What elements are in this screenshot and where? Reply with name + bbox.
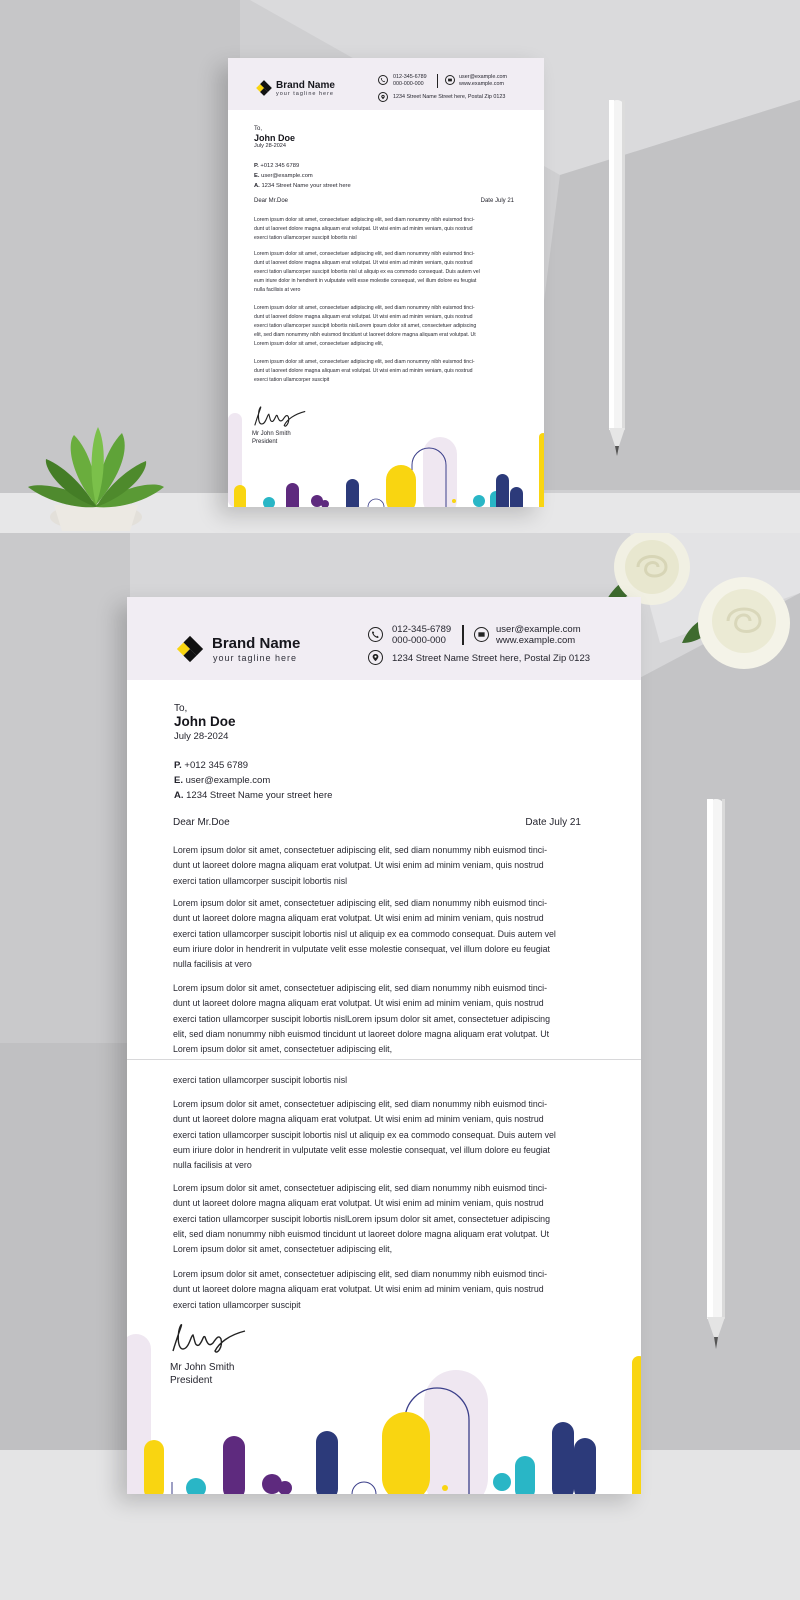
top-mockup-scene (0, 0, 800, 533)
paragraph: Lorem ipsum dolor sit amet, consectetuer adipiscing elit, sed diam nonummy nibh euismod tinci- dunt ut laoreet dolore magna aliquam erat volutpat. Ut wisi enim ad minim veniam, quis nostrud exerci tation ullamcorper suscipit lobortis nisl ut aliquip ex ea commodo consequat. Duis autem vel eum iriure dolor in hendrerit in vulputate velit esse molestie consequat, vel illum dolore eu feugiat nulla facilisis at vero (254, 251, 480, 293)
recipient-name: John Doe (254, 133, 296, 143)
paragraph: Lorem ipsum dolor sit amet, consectetuer adipiscing elit, sed diam nonummy nibh euismod tinci- dunt ut laoreet dolore magna aliquam erat volutpat. Ut wisi enim ad minim veniam, quis nostrud exerci tation ullamcorper suscipit lobortis nisl (254, 217, 475, 241)
letterhead-preview-small (228, 58, 544, 507)
brand-tagline: your tagline here (213, 653, 298, 663)
phone-secondary: 000-000-000 (392, 635, 446, 646)
address-label: A. (254, 183, 260, 189)
paragraph: Lorem ipsum dolor sit amet, consectetuer adipiscing elit, sed diam nonummy nibh euismod tinci- dunt ut laoreet dolore magna aliquam erat volutpat. Ut wisi enim ad minim veniam, quis nostrud exerci tation ullamcorper suscipit lobortis nisl (173, 845, 548, 886)
pencil-icon (704, 795, 730, 1355)
salutation: Dear Mr.Doe (254, 198, 289, 204)
recipient-address: 1234 Street Name your street here (261, 183, 351, 189)
bottom-mockup-scene (0, 533, 800, 1600)
header-divider (462, 625, 464, 645)
phone-secondary: 000-000-000 (393, 81, 424, 87)
phone-icon (378, 75, 388, 85)
signer-name: Mr John Smith (252, 431, 291, 437)
email-icon (474, 627, 489, 642)
paragraph: Lorem ipsum dolor sit amet, consectetuer adipiscing elit, sed diam nonummy nibh euismod tinci- dunt ut laoreet dolore magna aliquam erat volutpat. Ut wisi enim ad minim veniam, quis nostrud exerci tation ullamcorper suscipit lobortis nislLorem ipsum dolor sit amet, consectetuer adipiscing elit, sed diam nonummy nibh euismod tincidunt ut laoreet dolore magna aliquam erat volutpat. Ut Lorem ipsum dolor sit amet, consectetuer adipiscing elit, (173, 983, 550, 1055)
footer-decoration (228, 413, 544, 507)
succulent-plant-icon (26, 425, 166, 533)
paragraph: Lorem ipsum dolor sit amet, consectetuer adipiscing elit, sed diam nonummy nibh euismod tinci- dunt ut laoreet dolore magna aliquam erat volutpat. Ut wisi enim ad minim veniam, quis nostrud exerci tation ullamcorper suscipit (254, 359, 475, 383)
header-divider (437, 74, 438, 88)
recipient-date: July 28-2024 (254, 143, 287, 149)
paragraph-overlap-line: exerci tation ullamcorper suscipit lobortis nisl (173, 1075, 348, 1085)
pencil-icon (606, 96, 630, 464)
phone-label: P. (174, 760, 182, 771)
email-label: E. (254, 173, 260, 179)
paragraph: Lorem ipsum dolor sit amet, consectetuer adipiscing elit, sed diam nonummy nibh euismod tinci- dunt ut laoreet dolore magna aliquam erat volutpat. Ut wisi enim ad minim veniam, quis nostrud exerci tation ullamcorper suscipit lobortis nisl ut aliquip ex ea commodo consequat. Duis autem vel eum iriure dolor in hendrerit in vulputate velit esse molestie consequat, vel illum dolore eu feugiat nulla facilisis at vero (173, 898, 556, 970)
phone-icon (368, 627, 383, 642)
signer-name: Mr John Smith (170, 1362, 235, 1373)
phone-label: P. (254, 163, 259, 169)
email-address: user@example.com (496, 624, 581, 635)
brand-name: Brand Name (276, 80, 335, 91)
address-label: A. (174, 790, 184, 801)
salutation: Dear Mr.Doe (173, 817, 230, 828)
recipient-phone: +012 345 6789 (260, 163, 300, 169)
signer-title: President (170, 1375, 213, 1386)
recipient-email: user@example.com (185, 775, 271, 786)
email-label: E. (174, 775, 183, 786)
address: 1234 Street Name Street here, Postal Zip 0123 (392, 653, 591, 664)
email-icon (445, 75, 455, 85)
recipient-address: 1234 Street Name your street here (186, 790, 333, 801)
letter-date: Date July 21 (480, 198, 514, 204)
address: 1234 Street Name Street here, Postal Zip 0123 (393, 94, 506, 100)
phone-primary: 012-345-6789 (393, 74, 427, 80)
to-label: To, (174, 703, 188, 714)
location-icon (378, 92, 388, 102)
website-url: www.example.com (459, 81, 504, 87)
paragraph: Lorem ipsum dolor sit amet, consectetuer adipiscing elit, sed diam nonummy nibh euismod tinci- dunt ut laoreet dolore magna aliquam erat volutpat. Ut wisi enim ad minim veniam, quis nostrud exerci tation ullamcorper suscipit lobortis nislLorem ipsum dolor sit amet, consectetuer adipiscing elit, sed diam nonummy nibh euismod tincidunt ut laoreet dolore magna aliquam erat volutpat. Ut Lorem ipsum dolor sit amet, consectetuer adipiscing elit, (254, 305, 477, 347)
paragraph: Lorem ipsum dolor sit amet, consectetuer adipiscing elit, sed diam nonummy nibh euismod tinci- dunt ut laoreet dolore magna aliquam erat volutpat. Ut wisi enim ad minim veniam, quis nostrud exerci tation ullamcorper suscipit lobortis nisl ut aliquip ex ea commodo consequat. Duis autem vel eum iriure dolor in hendrerit in vulputate velit esse molestie consequat, vel illum dolore eu feugiat nulla facilisis at vero (173, 1099, 556, 1171)
location-icon (368, 650, 383, 665)
paragraph: Lorem ipsum dolor sit amet, consectetuer adipiscing elit, sed diam nonummy nibh euismod tinci- dunt ut laoreet dolore magna aliquam erat volutpat. Ut wisi enim ad minim veniam, quis nostrud exerci tation ullamcorper suscipit (173, 1269, 548, 1310)
brand-name: Brand Name (212, 635, 301, 652)
image-seam (127, 1059, 641, 1060)
brand-tagline: your tagline here (276, 91, 334, 97)
letter-date: Date July 21 (525, 817, 581, 828)
brand-logo-icon (175, 634, 205, 664)
recipient-phone: +012 345 6789 (184, 760, 249, 771)
paragraph: Lorem ipsum dolor sit amet, consectetuer adipiscing elit, sed diam nonummy nibh euismod tinci- dunt ut laoreet dolore magna aliquam erat volutpat. Ut wisi enim ad minim veniam, quis nostrud exerci tation ullamcorper suscipit lobortis nislLorem ipsum dolor sit amet, consectetuer adipiscing elit, sed diam nonummy nibh euismod tincidunt ut laoreet dolore magna aliquam erat volutpat. Ut Lorem ipsum dolor sit amet, consectetuer adipiscing elit, (173, 1183, 550, 1255)
to-label: To, (254, 126, 263, 132)
recipient-email: user@example.com (261, 173, 313, 179)
letterhead-main (127, 597, 641, 1494)
email-address: user@example.com (459, 74, 508, 80)
brand-logo-icon (255, 79, 273, 97)
phone-primary: 012-345-6789 (392, 624, 452, 635)
recipient-name: John Doe (174, 714, 236, 729)
signer-title: President (252, 439, 278, 445)
footer-decoration (127, 1334, 641, 1494)
recipient-date: July 28-2024 (174, 731, 229, 742)
website-url: www.example.com (496, 635, 576, 646)
